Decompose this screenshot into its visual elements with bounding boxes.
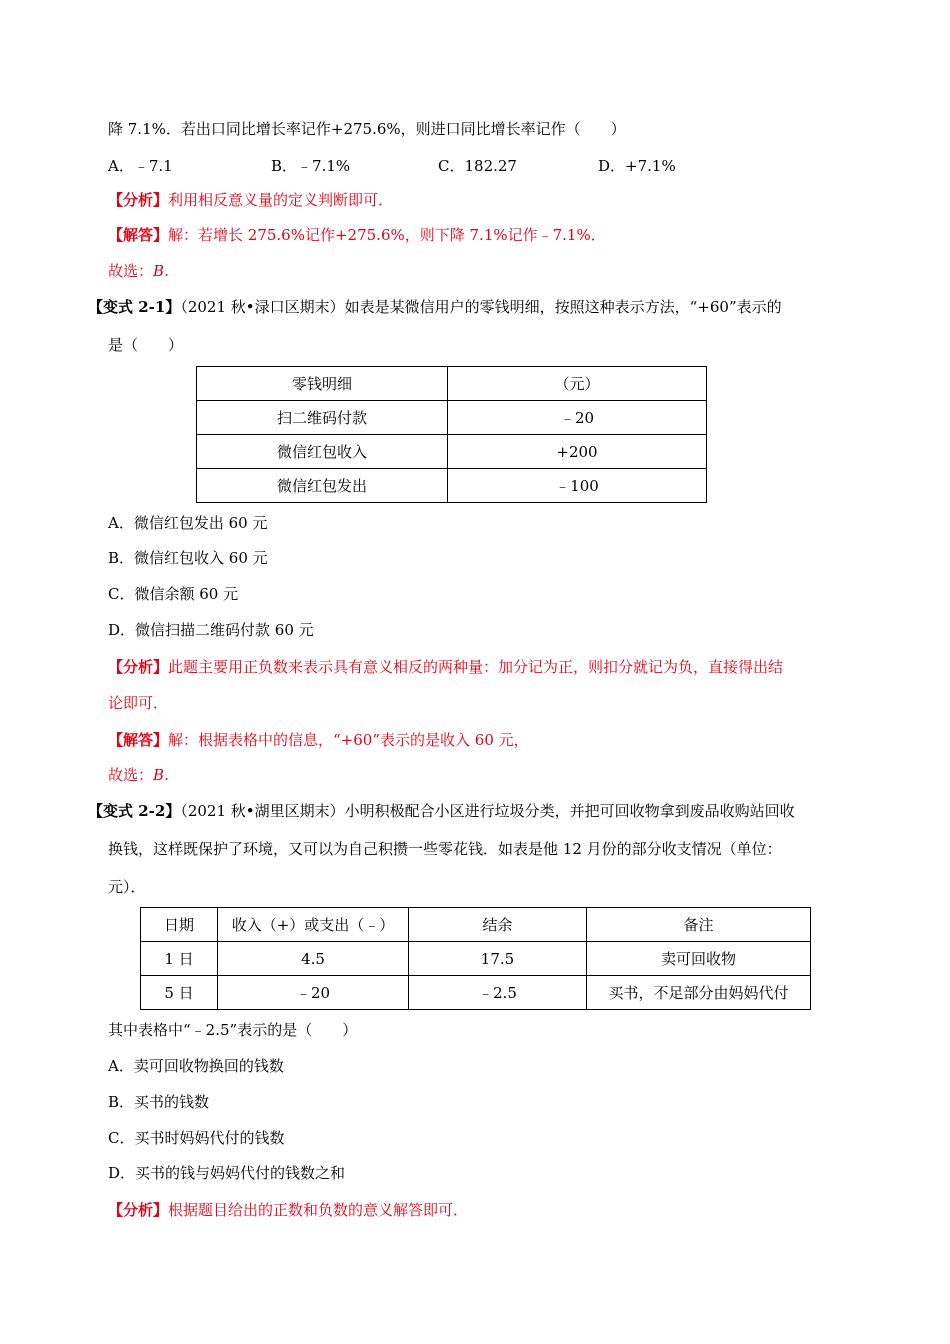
q22-option-a: A．卖可回收物换回的钱数 xyxy=(108,1057,284,1075)
table-cell: ﹣100 xyxy=(448,469,707,503)
q22-table xyxy=(140,907,811,1010)
q22-stem-line3: 元）． xyxy=(108,878,146,896)
q21-stem-line1 xyxy=(88,297,782,317)
answer-line xyxy=(108,225,606,245)
table-row xyxy=(197,401,707,435)
table-cell: （元） xyxy=(448,367,707,401)
q21-option-d: D．微信扫描二维码付款 60 元 xyxy=(108,621,314,639)
q21-option-a: A．微信红包发出 60 元 xyxy=(108,514,268,532)
table-cell: 5 日 xyxy=(141,976,218,1010)
q21-table xyxy=(196,366,707,503)
q22-question: 其中表格中“﹣2.5”表示的是（ ） xyxy=(108,1021,358,1039)
question-stem-tail: 降 7.1%．若出口同比增长率记作+275.6%，则进口同比增长率记作（ ） xyxy=(108,120,626,138)
table-row xyxy=(141,942,811,976)
choice-value: B． xyxy=(153,766,180,784)
table-cell: 1 日 xyxy=(141,942,218,976)
option-d: D．+7.1% xyxy=(598,157,676,175)
table-cell: 备注 xyxy=(587,908,811,942)
q22-stem-line2: 换钱，这样既保护了环境，又可以为自己积攒一些零花钱．如表是他 12 月份的部分收支情况（单位： xyxy=(108,840,782,858)
table-cell: 结余 xyxy=(409,908,587,942)
analysis-tag: 【分析】 xyxy=(108,191,169,209)
answer-text: 解：根据表格中的信息，“+60”表示的是收入 60 元， xyxy=(168,731,529,749)
q22-option-b: B．买书的钱数 xyxy=(108,1093,210,1111)
q21-option-c: C．微信余额 60 元 xyxy=(108,585,239,603)
table-header-row xyxy=(197,367,707,401)
q21-option-b: B．微信红包收入 60 元 xyxy=(108,549,268,567)
analysis-text: 利用相反意义量的定义判断即可． xyxy=(168,191,394,209)
table-cell: 4.5 xyxy=(218,942,409,976)
option-a: A．﹣7.1 xyxy=(108,157,173,175)
table-row xyxy=(141,976,811,1010)
answer-tag: 【解答】 xyxy=(108,731,169,749)
table-cell: 扫二维码付款 xyxy=(197,401,448,435)
options-row xyxy=(108,156,808,176)
q22-option-d: D．买书的钱与妈妈代付的钱数之和 xyxy=(108,1164,346,1182)
table-cell: 微信红包收入 xyxy=(197,435,448,469)
analysis-tag: 【分析】 xyxy=(108,658,169,676)
table-cell: 卖可回收物 xyxy=(587,942,811,976)
table-cell: 收入（+）或支出（﹣） xyxy=(218,908,409,942)
table-cell: 零钱明细 xyxy=(197,367,448,401)
q21-answer-line xyxy=(108,730,529,750)
q21-stem-line2: 是（ ） xyxy=(108,336,184,354)
q21-analysis-line1 xyxy=(108,657,783,677)
q22-stem-line1 xyxy=(88,801,795,821)
table-cell: 日期 xyxy=(141,908,218,942)
choice-prefix: 故选： xyxy=(108,766,154,784)
choice-line xyxy=(108,261,179,281)
table-header-row xyxy=(141,908,811,942)
table-cell: ﹣2.5 xyxy=(409,976,587,1010)
table-cell: ﹣20 xyxy=(448,401,707,435)
table-cell: +200 xyxy=(448,435,707,469)
option-b: B．﹣7.1% xyxy=(271,157,351,175)
option-c: C．182.27 xyxy=(438,157,517,175)
analysis-text: 根据题目给出的正数和负数的意义解答即可． xyxy=(168,1201,469,1219)
choice-value: B． xyxy=(153,262,180,280)
q22-analysis-line xyxy=(108,1200,468,1220)
choice-prefix: 故选： xyxy=(108,262,154,280)
q21-analysis-line2: 论即可． xyxy=(108,694,169,712)
table-cell: 17.5 xyxy=(409,942,587,976)
q22-line1: （2021 秋•湖里区期末）小明积极配合小区进行垃圾分类，并把可回收物拿到废品收购站回收 xyxy=(180,802,795,820)
table-row xyxy=(197,469,707,503)
q21-line1: （2021 秋•渌口区期末）如表是某微信用户的零钱明细，按照这种表示方法，“+60”表示的 xyxy=(180,298,782,316)
q22-tag: 【变式 2-2】 xyxy=(88,802,181,820)
q21-tag: 【变式 2-1】 xyxy=(88,298,181,316)
answer-tag: 【解答】 xyxy=(108,226,169,244)
table-cell: 买书，不足部分由妈妈代付 xyxy=(587,976,811,1010)
answer-text: 解：若增长 275.6%记作+275.6%，则下降 7.1%记作﹣7.1%． xyxy=(168,226,606,244)
q22-option-c: C．买书时妈妈代付的钱数 xyxy=(108,1129,285,1147)
analysis-tag: 【分析】 xyxy=(108,1201,169,1219)
table-row xyxy=(197,435,707,469)
analysis-line xyxy=(108,190,393,210)
analysis-text: 此题主要用正负数来表示具有意义相反的两种量：加分记为正，则扣分就记为负，直接得出结 xyxy=(168,658,784,676)
table-cell: ﹣20 xyxy=(218,976,409,1010)
table-cell: 微信红包发出 xyxy=(197,469,448,503)
q21-choice-line xyxy=(108,765,179,785)
